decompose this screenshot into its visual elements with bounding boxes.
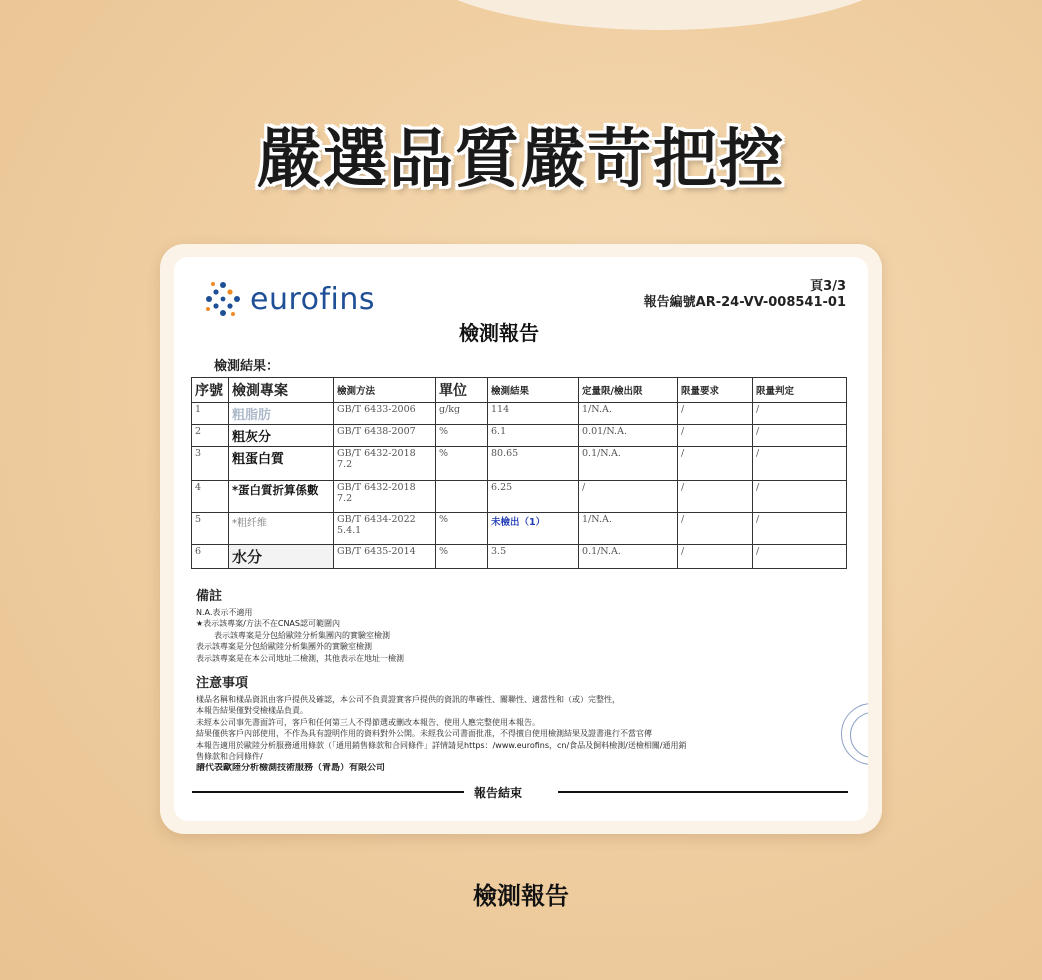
table-row (192, 545, 847, 569)
col-header-requirement: 限量要求 (678, 378, 753, 403)
table-row (192, 513, 847, 545)
end-divider-right (558, 791, 848, 793)
cell-unit: % (436, 447, 488, 481)
cell-method: GB/T 6435-2014 (334, 545, 436, 569)
cell-method: GB/T 6432-2018 7.2 (334, 481, 436, 513)
cell-item: *粗纤维 (229, 513, 334, 545)
cell-requirement: / (678, 513, 753, 545)
results-label: 檢測結果： (214, 359, 280, 374)
caution-line: 未經本公司事先書面許可，客戶和任何第三人不得節選或刪改本報告、使用人應完整使用本報告。 (196, 717, 540, 727)
caution-line: 本報告適用於歐陸分析服務通用條款（「通用銷售條款和合同條件」詳情請見https：/www.eurofins，cn/食品及飼料檢測/送檢相關/通用銷 (196, 740, 687, 750)
brand-name: eurofins (250, 281, 376, 317)
table-header-row (192, 378, 847, 403)
cell-item: 粗灰分 (229, 425, 334, 447)
cell-limit: 0.01/N.A. (579, 425, 678, 447)
company-name: 譜代表歐陸分析檢測技術服務（青島）有限公司 (196, 762, 386, 773)
caution-section (196, 678, 836, 774)
top-decorative-arc (400, 0, 920, 30)
cell-method: GB/T 6433-2006 (334, 403, 436, 425)
cell-requirement: / (678, 447, 753, 481)
cell-item: *蛋白質折算係數 (229, 481, 334, 513)
cell-unit: % (436, 545, 488, 569)
caution-title: 注意事項 (196, 676, 249, 691)
cell-judgement: / (753, 425, 847, 447)
cell-unit (436, 481, 488, 513)
cell-requirement: / (678, 481, 753, 513)
cell-no: 1 (192, 403, 229, 425)
report-end-label: 報告結束 (474, 786, 523, 800)
report-title: 檢測報告 (459, 321, 539, 345)
col-header-item: 檢測專案 (229, 378, 334, 403)
official-stamp-icon (841, 703, 868, 765)
cell-result: 3.5 (488, 545, 579, 569)
note-line: 表示該專案是在本公司地址二檢測，其他表示在地址一檢測 (196, 653, 404, 663)
cell-item: 粗脂肪 (229, 403, 334, 425)
page-number: 頁3/3 (810, 279, 846, 294)
notes-section (196, 591, 836, 664)
note-line: 表示該專案是分包給歐陸分析集團外的實驗室檢測 (196, 642, 372, 651)
cell-result: 6.25 (488, 481, 579, 513)
page-headline: 嚴選品質嚴苛把控 (257, 123, 785, 197)
eurofins-logo (204, 279, 375, 319)
cell-unit: % (436, 513, 488, 545)
end-divider-left (192, 791, 464, 793)
cell-method: GB/T 6432-2018 7.2 (334, 447, 436, 481)
cell-result: 6.1 (488, 425, 579, 447)
notes-title: 備註 (196, 589, 223, 604)
cell-no: 4 (192, 481, 229, 513)
results-table (191, 377, 847, 569)
cell-method: GB/T 6434-2022 5.4.1 (334, 513, 436, 545)
cell-limit: 1/N.A. (579, 403, 678, 425)
cell-limit: 0.1/N.A. (579, 545, 678, 569)
cell-no: 2 (192, 425, 229, 447)
page-info (626, 279, 846, 311)
eurofins-dots-icon (204, 280, 242, 318)
cell-result: 80.65 (488, 447, 579, 481)
cell-result: 未檢出（1） (488, 513, 579, 545)
note-line: ★表示該專案/方法不在CNAS認可範圍內 (196, 619, 340, 628)
report-number: 報告編號AR-24-VV-008541-01 (643, 295, 846, 310)
test-report-card (174, 257, 868, 821)
cell-judgement: / (753, 447, 847, 481)
note-line: N.A.表示不適用 (196, 607, 253, 617)
cell-judgement: / (753, 545, 847, 569)
col-header-no: 序號 (192, 378, 229, 403)
table-row (192, 447, 847, 481)
cell-requirement: / (678, 425, 753, 447)
cell-judgement: / (753, 481, 847, 513)
caution-line: 結果僅供客戶內部使用，不作為具有證明作用的資料對外公開。未經我公司書面批准，不得擅自使用檢測結果及證書進行不當官傳 (196, 729, 652, 738)
stamp-inner-ring (850, 712, 868, 758)
note-line: 表示該專案是分包給歐陸分析集團內的實驗室檢測 (214, 630, 390, 640)
cell-limit: 1/N.A. (579, 513, 678, 545)
caution-line: 本報告結果僅對受檢樣品負責。 (196, 706, 308, 715)
cell-judgement: / (753, 403, 847, 425)
cell-requirement: / (678, 545, 753, 569)
cell-item: 粗蛋白質 (229, 447, 334, 481)
cell-unit: g/kg (436, 403, 488, 425)
cell-no: 3 (192, 447, 229, 481)
caution-line: 樣品名稱和樣品資訊由客戶提供及確認，本公司不負責證實客戶提供的資訊的準確性、關聯性、適當性和（或）完整性， (196, 694, 620, 704)
col-header-unit: 單位 (436, 378, 488, 403)
cell-result: 114 (488, 403, 579, 425)
col-header-method: 檢測方法 (334, 378, 436, 403)
cell-unit: % (436, 425, 488, 447)
col-header-result: 檢測結果 (488, 378, 579, 403)
bottom-caption: 檢測報告 (473, 882, 569, 910)
cell-requirement: / (678, 403, 753, 425)
table-row (192, 425, 847, 447)
col-header-judgement: 限量判定 (753, 378, 847, 403)
col-header-limit: 定量限/檢出限 (579, 378, 678, 403)
cell-judgement: / (753, 513, 847, 545)
cell-limit: / (579, 481, 678, 513)
caution-line: 售條款和合同條件/ (196, 752, 263, 761)
cell-no: 5 (192, 513, 229, 545)
cell-no: 6 (192, 545, 229, 569)
table-row (192, 481, 847, 513)
table-row (192, 403, 847, 425)
cell-method: GB/T 6438-2007 (334, 425, 436, 447)
cell-limit: 0.1/N.A. (579, 447, 678, 481)
cell-item: 水分 (229, 545, 334, 569)
